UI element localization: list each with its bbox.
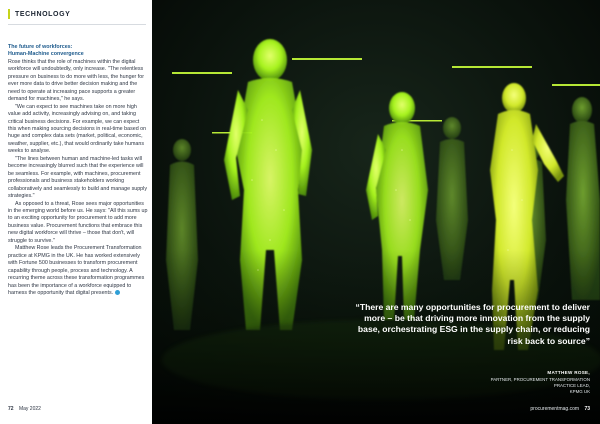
paragraph-3: "The lines between human and machine-led tasks will become increasingly blurred such that the experience will be seamless. For example, with machines, procurement professionals and business stakeholders working collaboratively and seamlessly to build and manage supply strategies." <box>8 155 148 200</box>
paragraph-1: Rose thinks that the role of machines within the digital workforce will undoubtedly, only increase. "The relentless pressure on business to do more with less, the hunger for ever more data to drive better decision making and the need to operate at increasing pace supports a greater demand for machines," he says. <box>8 58 145 103</box>
role-line-1: PARTNER, PROCUREMENT TRANSFORMATION <box>490 377 590 382</box>
page-number-left: 72 <box>8 406 14 412</box>
issue-date: May 2022 <box>18 406 41 412</box>
section-header <box>8 9 70 19</box>
role-line-3: KPMG UK <box>569 389 590 394</box>
subheading-line-2: Human-Machine convergence <box>8 51 84 58</box>
article-body <box>8 44 148 297</box>
page-number-right: 73 <box>584 406 590 412</box>
end-of-article-icon <box>115 290 120 295</box>
folio-right <box>530 406 590 412</box>
subheading-line-1: The future of workforces: <box>8 44 73 50</box>
paragraph-4: As opposed to a threat, Rose sees major opportunities in the emerging world before us. He says: "All this sums up to an exciting opportunity for procurement to add more business value. Procurement functions that embrace this new digital workforce will thrive – those that don't, will struggle to survive." <box>8 200 148 244</box>
section-accent-bar <box>8 9 10 19</box>
left-page <box>0 0 152 424</box>
section-label: TECHNOLOGY <box>15 10 71 18</box>
quote-attribution-name: MATTHEW ROSE, <box>547 370 590 375</box>
section-divider <box>8 24 146 25</box>
site-url: procurementmag.com <box>530 406 580 412</box>
paragraph-5: Matthew Rose leads the Procurement Transformation practice at KPMG in the UK. He has worked extensively with Fortune 500 businesses to transform procurement capability through people, process and technology. A recurring theme across these transformation programmes has been the importance of a workforce equipped to harness the opportunity that digital presents. <box>8 245 145 296</box>
pull-quote: “There are many opportunities for procurement to deliver more – be that driving more innovation from the supply base, orchestrating ESG in the supply chain, or reducing risk back to source” <box>355 302 590 346</box>
paragraph-2: "We can expect to see machines take on more high value add activity, increasingly advising on, and taking critical business decisions. For example, we can expect this when making sourcing decisions in real-time based on huge and complex data sets (market, political, economic, weather, supplier, etc.), that would ordinarily take humans weeks to analyse. <box>8 103 147 155</box>
role-line-2: PRACTICE LEAD, <box>553 383 590 388</box>
quote-attribution-role <box>430 377 590 395</box>
folio-left <box>8 406 41 412</box>
hero-photo <box>152 0 600 424</box>
glowing-figures-illustration <box>152 0 600 424</box>
